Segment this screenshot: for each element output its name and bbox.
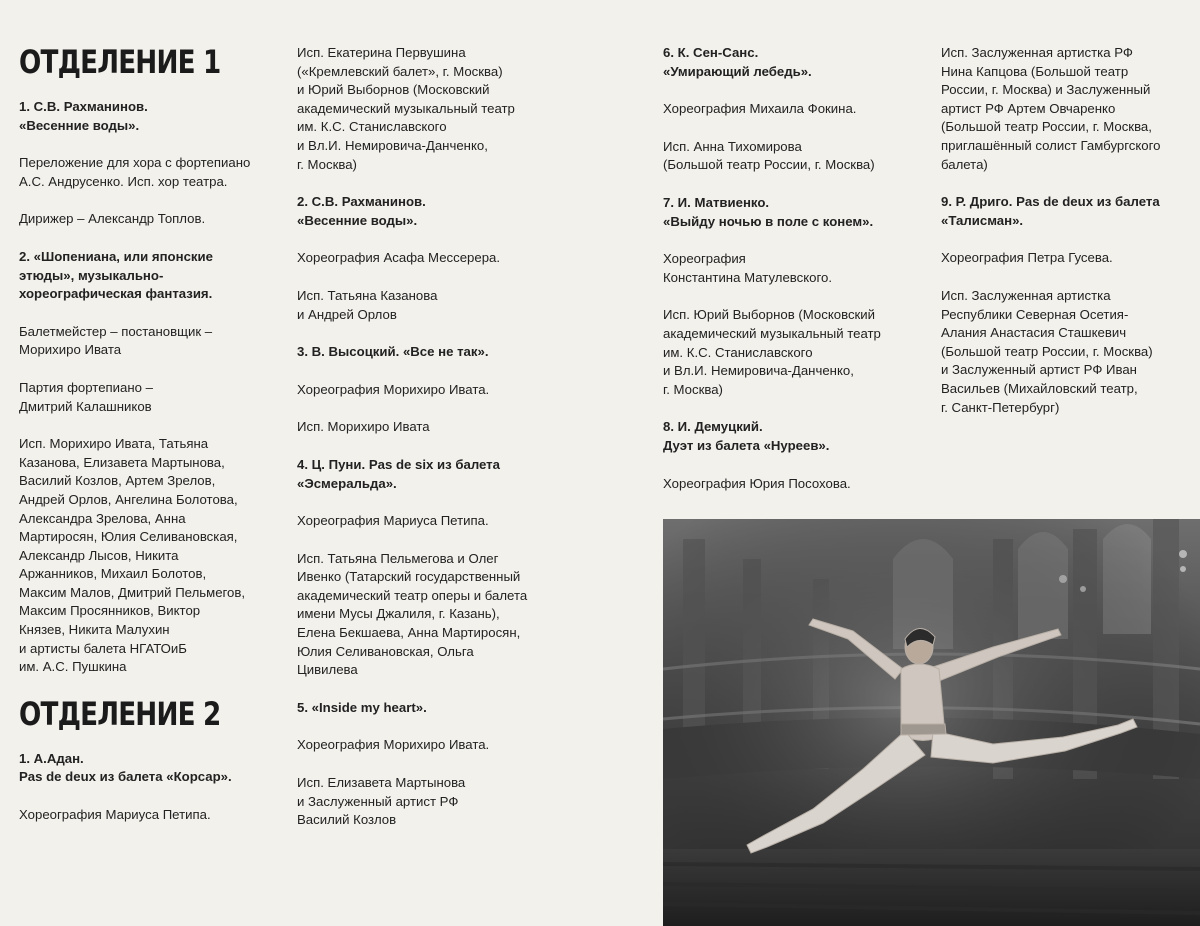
program-item-title: 7. И. Матвиенко. «Выйду ночью в поле с конем». <box>663 194 874 229</box>
ballet-dancer-photo <box>663 519 1200 926</box>
program-item-choreographer: Хореография Морихиро Ивата. <box>297 737 490 753</box>
program-item-cast: Исп. Анна Тихомирова (Большой театр России, г. Москва) <box>663 138 875 173</box>
program-item-title: 9. Р. Дриго. Pas de deux из балета «Талисман». <box>941 194 1160 228</box>
program-item-title: 6. К. Сен-Санс. «Умирающий лебедь». <box>663 45 812 79</box>
program-item-cast: Исп. Заслуженная артистка Республики Северная Осетия- Алания Анастасия Сташкевич (Большой театр России, г. Москва) и Заслуженный артист РФ Иван Васильев (Михайловский театр, г. Санкт-Петербург) <box>941 287 1153 415</box>
program-item-title: 4. Ц. Пуни. Pas de six из балета «Эсмеральда». <box>297 456 500 491</box>
program-item-cast: Исп. Елизавета Мартынова и Заслуженный артист РФ Василий Козлов <box>297 775 466 828</box>
program-item-choreographer: Хореография Константина Матулевского. <box>663 251 833 285</box>
program-item-title: 2. С.В. Рахманинов. «Весенние воды». <box>297 194 426 228</box>
program-item-title: 3. В. Высоцкий. «Все не так». <box>297 344 489 360</box>
program-item-title: 8. И. Демуцкий. Дуэт из балета «Нуреев». <box>663 419 830 453</box>
program-item-choreographer: Балетмейстер – постановщик – Морихиро Ивата <box>19 323 213 358</box>
program-item-cast: Исп. Татьяна Казанова и Андрей Орлов <box>297 287 438 322</box>
program-item-cast: Исп. Морихиро Ивата, Татьяна Казанова, Елизавета Мартынова, Василий Козлов, Артем Зрелов, Андрей Орлов, Ангелина Болотова, Александра Зрелова, Анна Мартиросян, Юлия Селивановская, Александр Лысов, Никита Аржанников, Михаил Болотов, Максим Малов, Дмитрий Пельмегов, Максим Просянников, Виктор Князев, Никита Малухин и артисты балета НГАТОиБ им. А.С. Пушкина <box>19 436 246 675</box>
program-item-choreographer: Хореография Михаила Фокина. <box>663 101 857 117</box>
program-item-title: 1. С.В. Рахманинов. «Весенние воды». <box>19 99 148 133</box>
section-title-part-2: ОТДЕЛЕНИЕ 2 <box>19 694 221 733</box>
program-item-title: 1. А.Адан. Pas de deux из балета «Корсар». <box>19 750 232 785</box>
program-item-arrangement: Переложение для хора с фортепиано А.С. Андрусенко. Исп. хор театра. <box>19 155 251 189</box>
photo-illustration <box>663 519 1200 926</box>
program-item-cast: Исп. Татьяна Пельмегова и Олег Ивенко (Татарский государственный академический театр оперы и балета имени Мусы Джалиля, г. Казань), Елена Бекшаева, Анна Мартиросян, Юлия Селивановская, Ольга Цивилева <box>297 550 528 678</box>
program-column-2 <box>297 44 557 830</box>
section-title-part-1: ОТДЕЛЕНИЕ 1 <box>19 43 221 81</box>
program-item-choreographer: Хореография Мариуса Петипа. <box>297 513 489 529</box>
program-item-cast: Исп. Екатерина Первушина («Кремлевский балет», г. Москва) и Юрий Выборнов (Московский академический музыкальный театр им. К.С. Станиславского и Вл.И. Немировича-Данченко, г. Москва) <box>297 45 515 172</box>
program-item-conductor: Дирижер – Александр Топлов. <box>19 211 206 227</box>
program-item-choreographer: Хореография Асафа Мессерера. <box>297 250 501 266</box>
program-item-cast: Исп. Заслуженная артистка РФ Нина Капцова (Большой театр России, г. Москва) и Заслуженный артист РФ Артем Овчаренко (Большой театр России, г. Москва, приглашённый солист Гамбургского балета) <box>941 45 1161 172</box>
program-item-title: 5. «Inside my heart». <box>297 699 427 715</box>
program-column-3 <box>663 44 928 493</box>
program-column-1 <box>19 44 269 825</box>
program-item-piano: Партия фортепиано – Дмитрий Калашников <box>19 379 153 414</box>
program-item-choreographer: Хореография Морихиро Ивата. <box>297 381 490 397</box>
program-item-choreographer: Хореография Юрия Посохова. <box>663 475 851 491</box>
program-item-cast: Исп. Юрий Выборнов (Московский академический музыкальный театр им. К.С. Станиславского и Вл.И. Немировича-Данченко, г. Москва) <box>663 307 881 397</box>
program-column-4 <box>941 44 1196 417</box>
program-item-title: 2. «Шопениана, или японские этюды», музыкально- хореографическая фантазия. <box>19 248 213 302</box>
program-item-choreographer: Хореография Петра Гусева. <box>941 250 1113 266</box>
program-item-choreographer: Хореография Мариуса Петипа. <box>19 807 211 823</box>
program-item-cast: Исп. Морихиро Ивата <box>297 419 430 435</box>
